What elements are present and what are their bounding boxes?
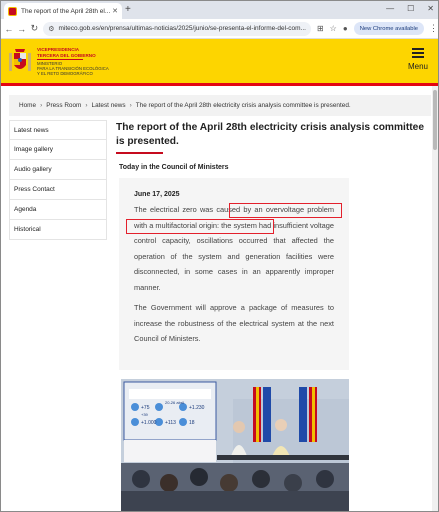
stat-2: +39 (141, 412, 148, 417)
sidebar-nav (9, 120, 107, 240)
bookmark-star-icon[interactable]: ☆ (329, 24, 337, 33)
scrollbar-thumb[interactable] (433, 90, 437, 150)
stat-5: +113 (165, 420, 176, 426)
title-underline (116, 152, 163, 154)
forward-icon[interactable]: → (17, 23, 27, 34)
browser-tab[interactable] (4, 3, 122, 19)
stat-4: +1.000 (141, 420, 157, 426)
tab-title: The report of the April 28th el... (21, 7, 111, 15)
back-icon[interactable]: ← (4, 23, 14, 34)
breadcrumb-chevron-icon: › (129, 102, 132, 109)
url-text: miteco.gob.es/en/prensa/ultimas-noticias/2025/junio/se-presenta-el-informe-del-com... (58, 25, 306, 32)
gov-line-2: TERCERA DEL GOBIERNO (37, 52, 96, 58)
sidebar-item-press-contact[interactable]: Press Contact (9, 180, 107, 200)
section-heading: Today in the Council of Ministers (119, 164, 229, 171)
site-info-icon[interactable]: ⚙ (48, 25, 55, 33)
article (116, 121, 424, 426)
new-tab-button[interactable]: + (125, 4, 131, 15)
breadcrumb-latest-news[interactable]: Latest news (91, 102, 126, 109)
stat-6: 18 (189, 420, 195, 426)
sidebar-item-latest-news[interactable]: Latest news (9, 120, 107, 140)
profile-avatar-icon[interactable]: ● (342, 24, 348, 33)
maximize-icon[interactable]: ☐ (407, 4, 415, 13)
page-scrollbar[interactable] (432, 86, 438, 511)
government-label (37, 47, 96, 58)
browser-toolbar (1, 19, 438, 39)
breadcrumb-chevron-icon: › (85, 102, 88, 109)
more-menu-icon[interactable]: ⋮ (429, 23, 439, 33)
article-paragraph-2: The Government will approve a package of measures to increase the robustness of the electrical system at the next Council of Ministers. (134, 303, 334, 343)
stat-date: 20-26 abril (165, 400, 184, 405)
menu-label: Menu (407, 61, 428, 71)
breadcrumb-chevron-icon: › (40, 102, 43, 109)
close-window-icon[interactable]: ✕ (427, 4, 434, 13)
ministry-line-1: MINISTERIO (37, 61, 63, 66)
reload-icon[interactable]: ↻ (30, 23, 39, 33)
header-divider (37, 59, 83, 60)
ministry-line-3: Y EL RETO DEMOGRÁFICO (37, 71, 93, 77)
article-title: The report of the April 28th electricity crisis analysis committee is presented. (116, 122, 424, 147)
sidebar-item-agenda[interactable]: Agenda (9, 200, 107, 220)
ministry-label (37, 61, 109, 77)
breadcrumb-press-room[interactable]: Press Room (46, 102, 82, 109)
tab-strip (1, 1, 438, 19)
hamburger-icon (412, 48, 424, 58)
new-chrome-available-button[interactable]: New Chrome available (354, 22, 424, 35)
site-header (1, 39, 438, 86)
minimize-icon[interactable]: — (386, 4, 395, 13)
article-paragraph-1: The electrical zero was caused by an overvoltage problem with a multifactorial origin: the system had insufficient voltage control capacity, oscillations occurred that affected the operation of the system and generation facilities were disconnected, in some cases in an apparently improper manner. (134, 205, 334, 292)
stat-3: +1.230 (189, 405, 205, 411)
sidebar-item-historical[interactable]: Historical (9, 220, 107, 240)
breadcrumb (9, 95, 431, 116)
article-date: June 17, 2025 (134, 191, 180, 198)
highlight-box-2 (126, 219, 274, 234)
photo-illustration (121, 379, 349, 511)
menu-button[interactable] (408, 48, 428, 71)
breadcrumb-current: The report of the April 28th electricity crisis analysis committee is presented. (135, 102, 351, 109)
address-bar[interactable] (43, 22, 311, 36)
window-controls (386, 4, 434, 13)
ministry-line-2: PARA LA TRANSICIÓN ECOLÓGICA (37, 66, 109, 72)
press-conference-photo (121, 379, 349, 511)
sidebar-item-audio-gallery[interactable]: Audio gallery (9, 160, 107, 180)
translate-icon[interactable]: ⊞ (316, 24, 324, 33)
stat-1: +75 (141, 405, 150, 411)
gov-line-1: VICEPRESIDENCIA (37, 47, 80, 52)
close-tab-icon[interactable]: ✕ (112, 8, 118, 15)
spanish-coat-of-arms-icon (8, 47, 32, 77)
site-favicon-icon (8, 7, 17, 16)
breadcrumb-home[interactable]: Home (19, 102, 37, 109)
sidebar-item-image-gallery[interactable]: Image gallery (9, 140, 107, 160)
highlight-box-1 (229, 203, 342, 218)
